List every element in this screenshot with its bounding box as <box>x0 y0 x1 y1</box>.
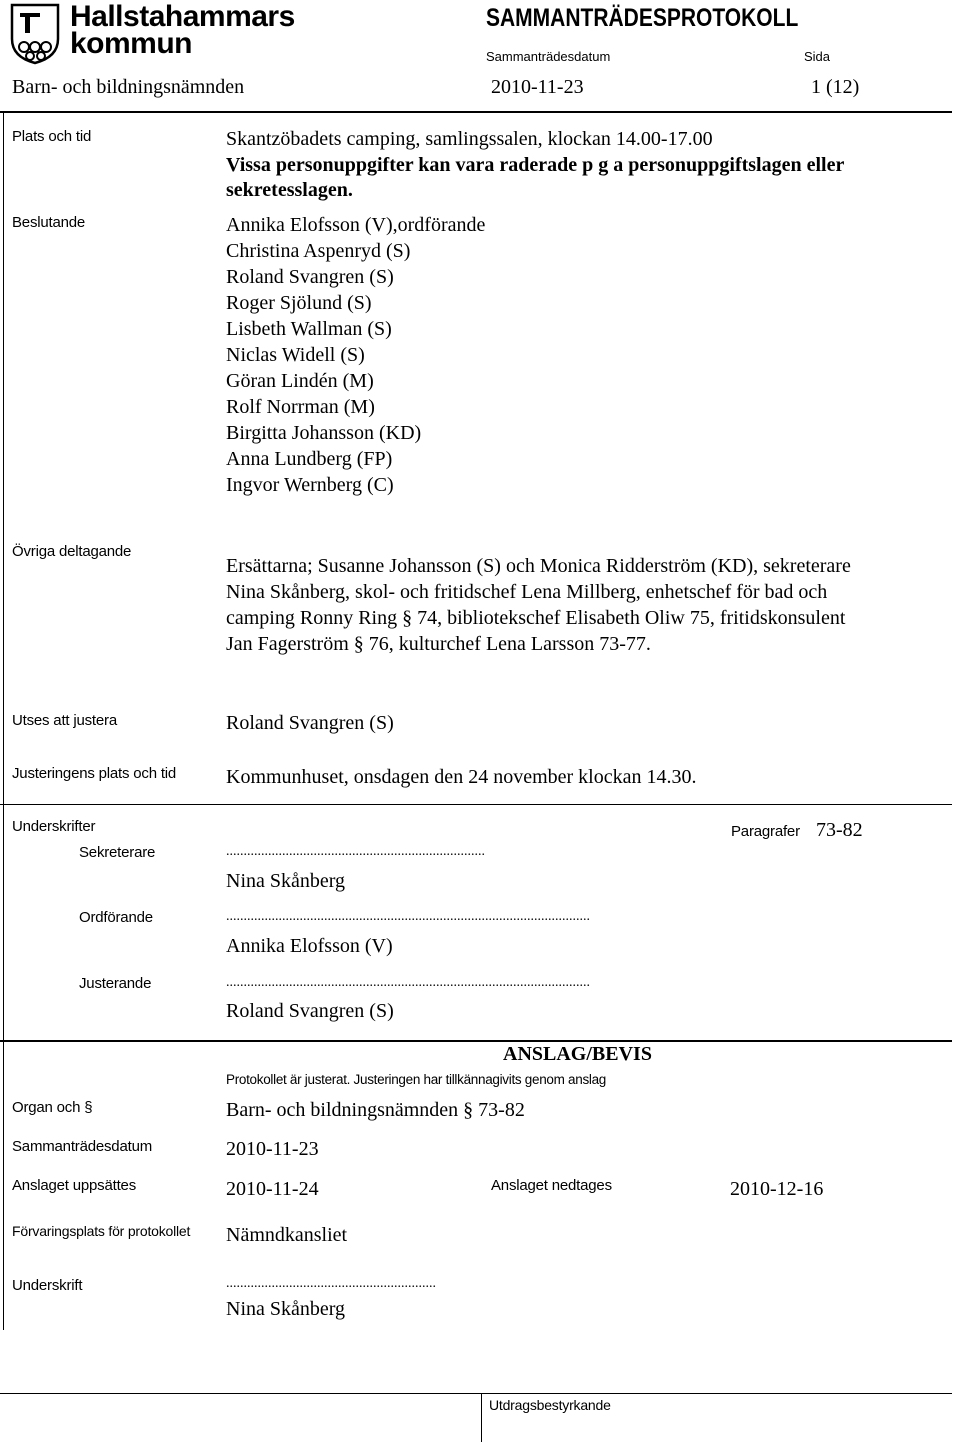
notice-signer: Nina Skånberg <box>226 1298 346 1320</box>
certified-label: Utdragsbestyrkande <box>489 1397 611 1413</box>
organ: Barn- och bildningsnämnden § 73-82 <box>226 1099 525 1121</box>
meeting-date-label: Sammanträdesdatum <box>486 49 611 64</box>
section-divider <box>0 804 952 805</box>
participants-line: Nina Skånberg, skol- och fritidschef Lena Millberg, enhetschef för bad och <box>226 581 828 603</box>
member: Anna Lundberg (FP) <box>226 448 393 470</box>
member: Lisbeth Wallman (S) <box>226 318 392 340</box>
meeting-date: 2010-11-23 <box>491 76 584 98</box>
deciding-members <box>226 212 485 498</box>
privacy-notice-2: sekretesslagen. <box>226 179 353 201</box>
page-label: Sida <box>804 49 831 64</box>
secretary-label: Sekreterare <box>79 844 156 861</box>
paragraphs: 73-82 <box>816 819 863 841</box>
adjust-place-label: Justeringens plats och tid <box>12 765 177 782</box>
document-title: SAMMANTRÄDESPROTOKOLL <box>486 4 799 32</box>
left-border <box>3 112 4 1330</box>
place-time-label: Plats och tid <box>12 128 92 145</box>
committee-name: Barn- och bildningsnämnden <box>12 76 245 98</box>
participants-line: camping Ronny Ring § 74, bibliotekschef Elisabeth Oliw 75, fritidskonsulent <box>226 607 846 629</box>
storage: Nämndkansliet <box>226 1224 348 1246</box>
notice-date: 2010-11-23 <box>226 1138 319 1160</box>
member: Roland Svangren (S) <box>226 266 394 288</box>
logo-line-2: kommun <box>70 27 193 60</box>
privacy-notice-1: Vissa personuppgifter kan vara raderade p g a personuppgiftslagen eller <box>226 154 845 176</box>
chair-name: Annika Elofsson (V) <box>226 935 393 957</box>
posted-label: Anslaget uppsättes <box>12 1177 136 1194</box>
header-divider <box>0 111 952 113</box>
notice-date-label: Sammanträdesdatum <box>12 1138 153 1155</box>
logo-line-1: Hallstahammars <box>70 0 295 33</box>
paragraphs-label: Paragrafer <box>731 823 800 840</box>
other-participants <box>226 553 851 657</box>
participants-line: Jan Fagerström § 76, kulturchef Lena Larsson 73-77. <box>226 633 651 655</box>
storage-label: Förvaringsplats för protokollet <box>12 1223 191 1239</box>
coat-of-arms-icon <box>10 3 60 65</box>
page-number: 1 (12) <box>811 76 860 98</box>
footer-divider <box>0 1393 952 1394</box>
member: Annika Elofsson (V),ordförande <box>226 214 486 236</box>
member: Roger Sjölund (S) <box>226 292 372 314</box>
adjuster-sign-label: Justerande <box>79 975 152 992</box>
member: Göran Lindén (M) <box>226 370 374 392</box>
adjust-place: Kommunhuset, onsdagen den 24 november klockan 14.30. <box>226 766 697 788</box>
other-participants-label: Övriga deltagande <box>12 543 132 560</box>
notice-title: ANSLAG/BEVIS <box>503 1043 652 1065</box>
member: Christina Aspenryd (S) <box>226 240 411 262</box>
signatures-label: Underskrifter <box>12 818 96 835</box>
notice-subtitle: Protokollet är justerat. Justeringen har tillkännagivits genom anslag <box>226 1072 607 1087</box>
place-time: Skantzöbadets camping, samlingssalen, klockan 14.00-17.00 <box>226 128 713 150</box>
member: Birgitta Johansson (KD) <box>226 422 422 444</box>
organ-label: Organ och § <box>12 1099 93 1116</box>
secretary-name: Nina Skånberg <box>226 870 346 892</box>
deciding-label: Beslutande <box>12 214 86 231</box>
removed-date: 2010-12-16 <box>730 1178 824 1200</box>
adjuster: Roland Svangren (S) <box>226 712 394 734</box>
adjuster-name: Roland Svangren (S) <box>226 1000 394 1022</box>
posted-date: 2010-11-24 <box>226 1178 319 1200</box>
notice-divider <box>0 1040 952 1042</box>
member: Rolf Norrman (M) <box>226 396 375 418</box>
chair-signature-line: ........................................................................................................ <box>226 909 590 924</box>
participants-line: Ersättarna; Susanne Johansson (S) och Monica Ridderström (KD), sekreterare <box>226 555 851 577</box>
signature-label: Underskrift <box>12 1277 83 1294</box>
adjuster-label: Utses att justera <box>12 712 117 729</box>
secretary-signature-line: .......................................................................... <box>226 844 485 859</box>
adjuster-signature-line: ........................................................................................................ <box>226 975 590 990</box>
municipality-logo <box>10 0 300 65</box>
member: Ingvor Wernberg (C) <box>226 474 394 496</box>
chair-label: Ordförande <box>79 909 153 926</box>
removed-label: Anslaget nedtages <box>491 1177 612 1194</box>
member: Niclas Widell (S) <box>226 344 365 366</box>
notice-signature-line: ............................................................ <box>226 1276 436 1291</box>
certification-box-divider <box>481 1393 482 1442</box>
